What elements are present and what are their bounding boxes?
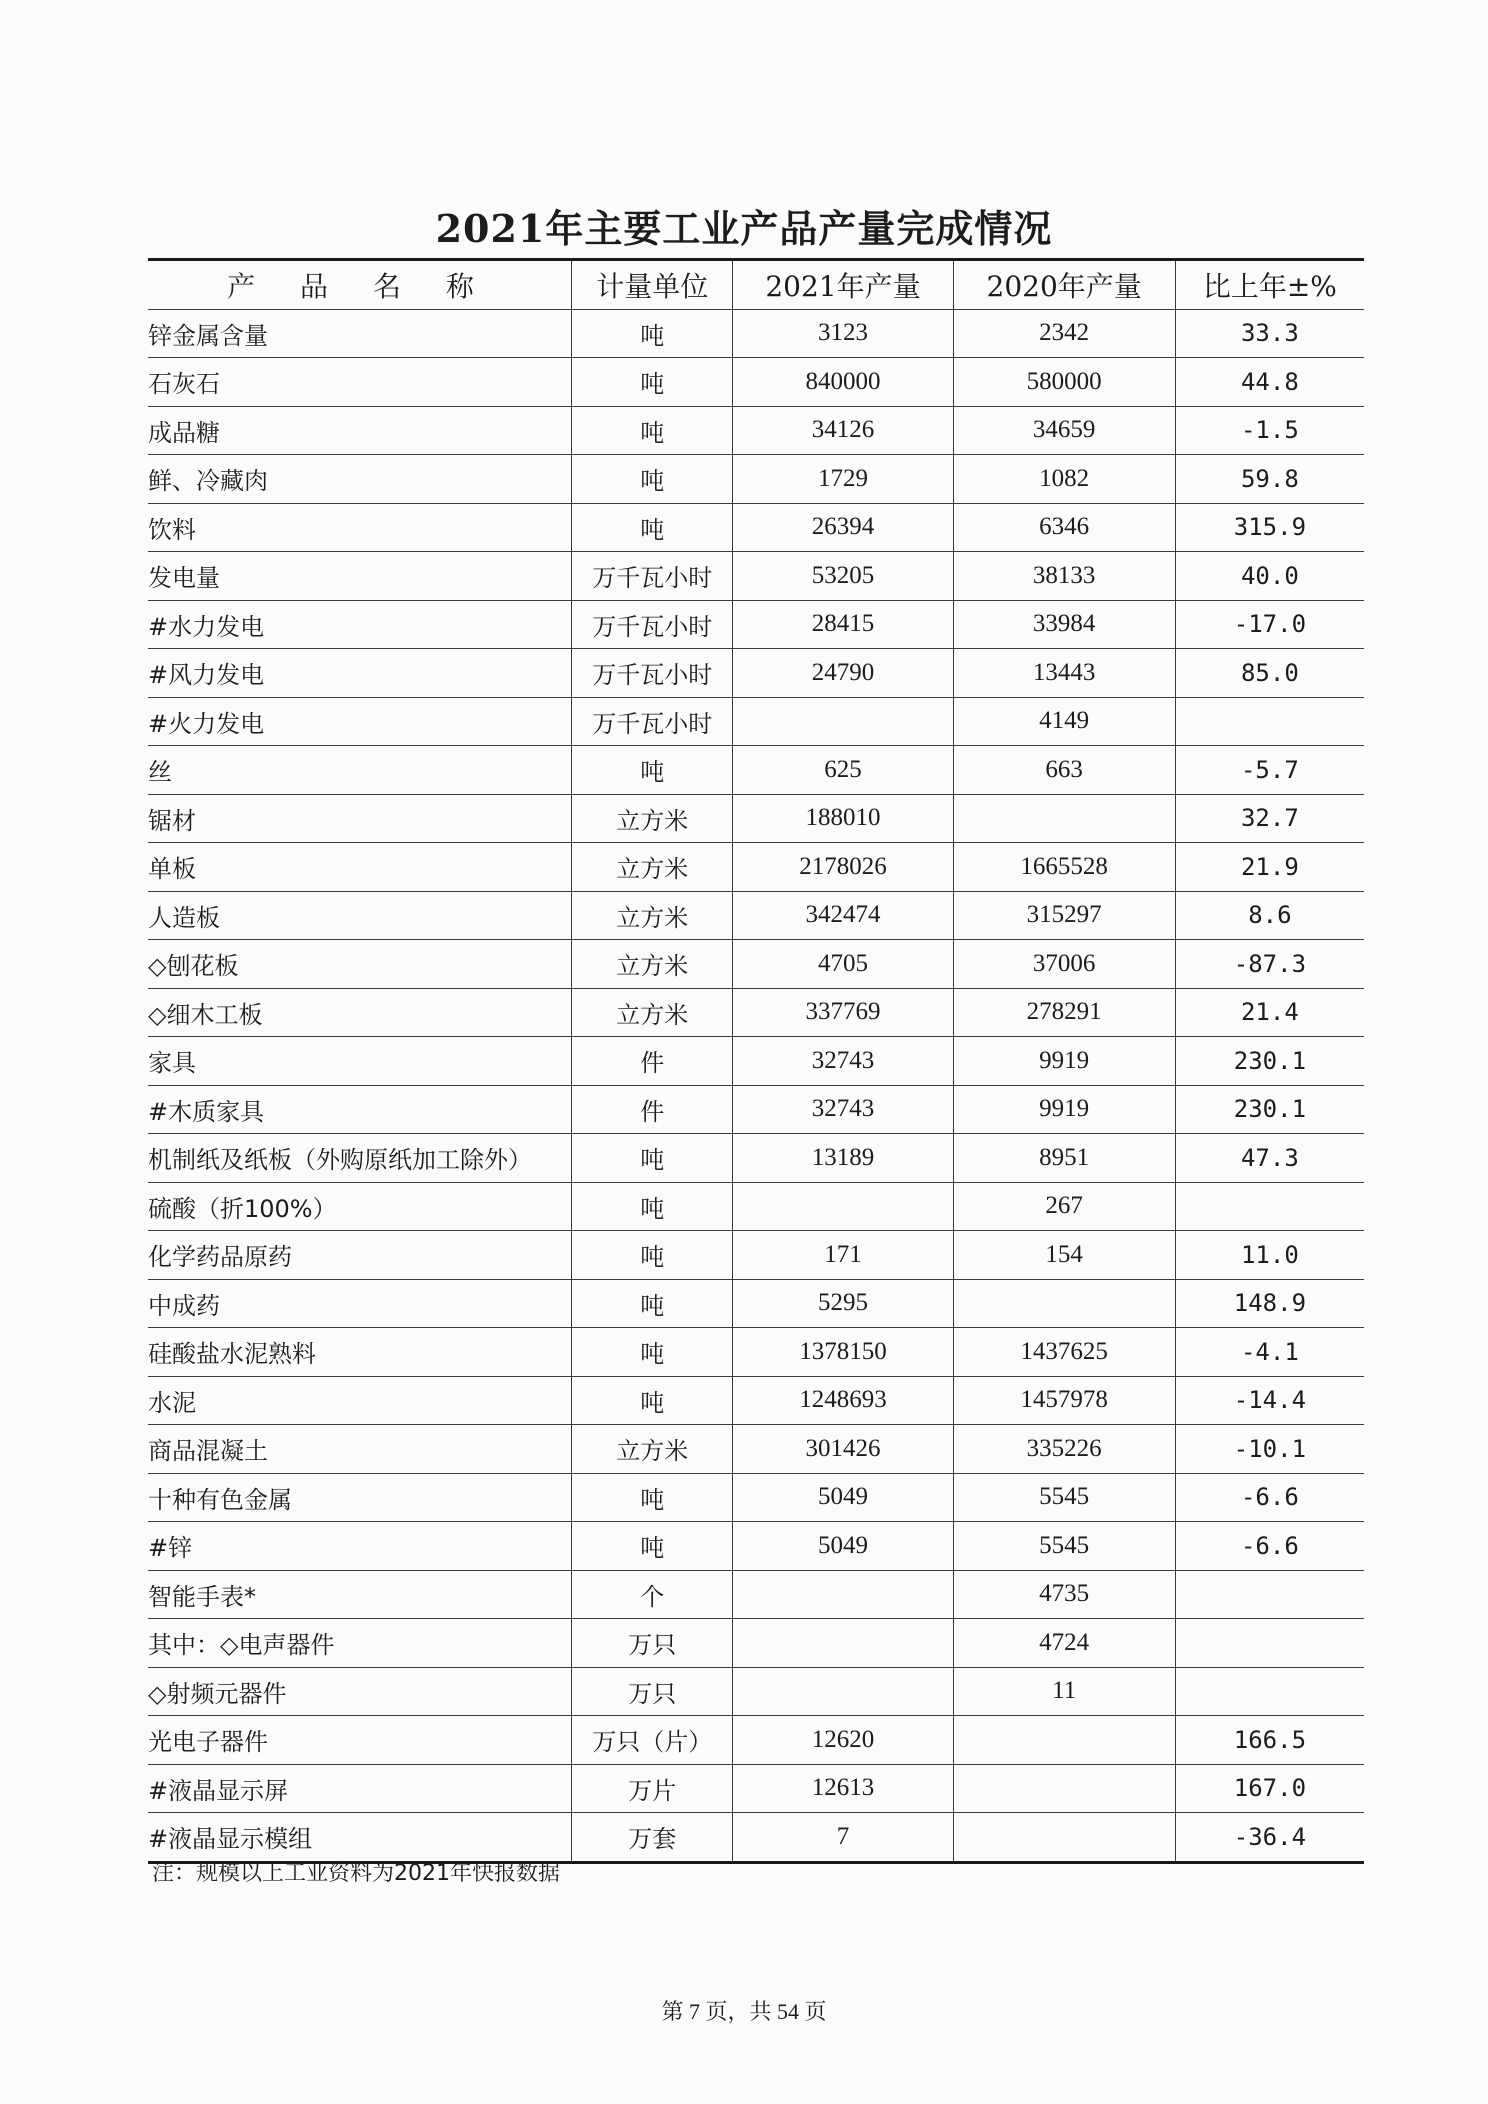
table-row	[148, 455, 1364, 504]
cell-2021-output: 7	[733, 1813, 953, 1863]
cell-unit: 立方米	[572, 843, 733, 892]
cell-2020-output: 6346	[953, 503, 1175, 552]
cell-yoy-change: -5.7	[1175, 746, 1364, 795]
cell-product-name: #液晶显示屏	[148, 1764, 572, 1813]
table-row	[148, 891, 1364, 940]
header-yoy-change: 比上年±%	[1175, 260, 1364, 310]
cell-2020-output: 335226	[953, 1425, 1175, 1474]
cell-unit: 万千瓦小时	[572, 697, 733, 746]
cell-unit: 万套	[572, 1813, 733, 1863]
cell-unit: 吨	[572, 309, 733, 358]
header-2020-output: 2020年产量	[953, 260, 1175, 310]
cell-product-name: 石灰石	[148, 358, 572, 407]
cell-unit: 吨	[572, 455, 733, 504]
cell-2020-output: 34659	[953, 406, 1175, 455]
cell-unit: 万只	[572, 1667, 733, 1716]
cell-unit: 吨	[572, 1473, 733, 1522]
page-title: 2021年主要工业产品产量完成情况	[435, 206, 1053, 251]
cell-2020-output: 4149	[953, 697, 1175, 746]
cell-2021-output: 4705	[733, 940, 953, 989]
table-row	[148, 1279, 1364, 1328]
cell-yoy-change: 11.0	[1175, 1231, 1364, 1280]
cell-2021-output: 171	[733, 1231, 953, 1280]
table-row	[148, 358, 1364, 407]
cell-2020-output: 4724	[953, 1619, 1175, 1668]
cell-2021-output: 1378150	[733, 1328, 953, 1377]
cell-product-name: 光电子器件	[148, 1716, 572, 1765]
cell-2021-output	[733, 1667, 953, 1716]
cell-yoy-change: 59.8	[1175, 455, 1364, 504]
cell-product-name: 锯材	[148, 794, 572, 843]
cell-yoy-change: 47.3	[1175, 1134, 1364, 1183]
cell-product-name: 水泥	[148, 1376, 572, 1425]
cell-yoy-change: 230.1	[1175, 1085, 1364, 1134]
cell-yoy-change: -1.5	[1175, 406, 1364, 455]
table-row	[148, 1813, 1364, 1863]
cell-2020-output: 1457978	[953, 1376, 1175, 1425]
cell-unit: 件	[572, 1037, 733, 1086]
cell-2020-output: 580000	[953, 358, 1175, 407]
cell-product-name: 鲜、冷藏肉	[148, 455, 572, 504]
header-product-name: 产 品 名 称	[148, 260, 572, 310]
cell-yoy-change: 32.7	[1175, 794, 1364, 843]
cell-2020-output: 1665528	[953, 843, 1175, 892]
cell-yoy-change	[1175, 1619, 1364, 1668]
cell-yoy-change: 148.9	[1175, 1279, 1364, 1328]
table-row	[148, 1328, 1364, 1377]
table-row	[148, 746, 1364, 795]
cell-2021-output: 625	[733, 746, 953, 795]
cell-2020-output	[953, 794, 1175, 843]
cell-yoy-change	[1175, 697, 1364, 746]
table-row	[148, 1376, 1364, 1425]
cell-yoy-change: -87.3	[1175, 940, 1364, 989]
cell-unit: 万只	[572, 1619, 733, 1668]
cell-product-name: 智能手表*	[148, 1570, 572, 1619]
cell-2021-output: 28415	[733, 600, 953, 649]
cell-2020-output: 663	[953, 746, 1175, 795]
cell-product-name: 商品混凝土	[148, 1425, 572, 1474]
table-row	[148, 1134, 1364, 1183]
cell-product-name: #火力发电	[148, 697, 572, 746]
cell-unit: 万片	[572, 1764, 733, 1813]
cell-product-name: 机制纸及纸板（外购原纸加工除外）	[148, 1134, 572, 1183]
table-row	[148, 1182, 1364, 1231]
cell-product-name: 硅酸盐水泥熟料	[148, 1328, 572, 1377]
cell-product-name: 发电量	[148, 552, 572, 601]
cell-2021-output: 5049	[733, 1522, 953, 1571]
cell-2021-output: 32743	[733, 1037, 953, 1086]
cell-2021-output: 12620	[733, 1716, 953, 1765]
cell-unit: 吨	[572, 1522, 733, 1571]
cell-unit: 吨	[572, 1328, 733, 1377]
cell-2020-output: 33984	[953, 600, 1175, 649]
cell-yoy-change: 21.9	[1175, 843, 1364, 892]
cell-2020-output: 1082	[953, 455, 1175, 504]
table-row	[148, 1425, 1364, 1474]
cell-2021-output: 301426	[733, 1425, 953, 1474]
cell-2020-output: 5545	[953, 1473, 1175, 1522]
table-row	[148, 1570, 1364, 1619]
header-unit: 计量单位	[572, 260, 733, 310]
cell-unit: 吨	[572, 1279, 733, 1328]
cell-product-name: 十种有色金属	[148, 1473, 572, 1522]
table-row	[148, 1716, 1364, 1765]
cell-product-name: #液晶显示模组	[148, 1813, 572, 1863]
table-row	[148, 794, 1364, 843]
cell-yoy-change: -6.6	[1175, 1522, 1364, 1571]
cell-2020-output: 154	[953, 1231, 1175, 1280]
cell-unit: 吨	[572, 406, 733, 455]
cell-yoy-change: -10.1	[1175, 1425, 1364, 1474]
cell-unit: 立方米	[572, 794, 733, 843]
cell-yoy-change: 166.5	[1175, 1716, 1364, 1765]
table-row	[148, 503, 1364, 552]
cell-2021-output: 342474	[733, 891, 953, 940]
cell-product-name: 中成药	[148, 1279, 572, 1328]
cell-product-name: 化学药品原药	[148, 1231, 572, 1280]
cell-2020-output: 8951	[953, 1134, 1175, 1183]
cell-2020-output: 315297	[953, 891, 1175, 940]
cell-product-name: ◇射频元器件	[148, 1667, 572, 1716]
cell-yoy-change: -4.1	[1175, 1328, 1364, 1377]
cell-2021-output: 337769	[733, 988, 953, 1037]
cell-2021-output: 13189	[733, 1134, 953, 1183]
cell-2021-output: 840000	[733, 358, 953, 407]
cell-2020-output: 1437625	[953, 1328, 1175, 1377]
cell-2021-output	[733, 1182, 953, 1231]
cell-yoy-change: 44.8	[1175, 358, 1364, 407]
table-row	[148, 1619, 1364, 1668]
table-row	[148, 1764, 1364, 1813]
table-row	[148, 1085, 1364, 1134]
cell-2020-output: 5545	[953, 1522, 1175, 1571]
cell-yoy-change: 167.0	[1175, 1764, 1364, 1813]
cell-2021-output: 53205	[733, 552, 953, 601]
cell-2021-output: 5295	[733, 1279, 953, 1328]
cell-2020-output	[953, 1279, 1175, 1328]
cell-unit: 吨	[572, 1182, 733, 1231]
cell-yoy-change: -14.4	[1175, 1376, 1364, 1425]
cell-product-name: ◇刨花板	[148, 940, 572, 989]
cell-product-name: #锌	[148, 1522, 572, 1571]
cell-product-name: #木质家具	[148, 1085, 572, 1134]
cell-unit: 立方米	[572, 891, 733, 940]
cell-unit: 吨	[572, 746, 733, 795]
cell-product-name: 饮料	[148, 503, 572, 552]
cell-2020-output: 38133	[953, 552, 1175, 601]
cell-product-name: 成品糖	[148, 406, 572, 455]
table-row	[148, 940, 1364, 989]
page-footer: 第 7 页，共 54 页	[661, 1999, 827, 2024]
cell-yoy-change: 21.4	[1175, 988, 1364, 1037]
table-row	[148, 600, 1364, 649]
cell-product-name: #风力发电	[148, 649, 572, 698]
cell-unit: 立方米	[572, 1425, 733, 1474]
cell-2021-output: 34126	[733, 406, 953, 455]
cell-yoy-change: 8.6	[1175, 891, 1364, 940]
cell-yoy-change	[1175, 1667, 1364, 1716]
cell-2021-output: 1248693	[733, 1376, 953, 1425]
table-row	[148, 649, 1364, 698]
cell-2021-output: 12613	[733, 1764, 953, 1813]
cell-2021-output: 26394	[733, 503, 953, 552]
cell-unit: 吨	[572, 503, 733, 552]
cell-product-name: 其中：◇电声器件	[148, 1619, 572, 1668]
cell-2021-output: 2178026	[733, 843, 953, 892]
cell-yoy-change: -36.4	[1175, 1813, 1364, 1863]
cell-yoy-change: 230.1	[1175, 1037, 1364, 1086]
cell-2021-output: 5049	[733, 1473, 953, 1522]
cell-2021-output	[733, 1570, 953, 1619]
cell-2020-output: 9919	[953, 1037, 1175, 1086]
cell-2020-output: 267	[953, 1182, 1175, 1231]
cell-2020-output	[953, 1764, 1175, 1813]
cell-product-name: 丝	[148, 746, 572, 795]
cell-yoy-change: -17.0	[1175, 600, 1364, 649]
header-2021-output: 2021年产量	[733, 260, 953, 310]
cell-yoy-change: 85.0	[1175, 649, 1364, 698]
table-row	[148, 1667, 1364, 1716]
cell-2021-output: 24790	[733, 649, 953, 698]
cell-yoy-change	[1175, 1182, 1364, 1231]
cell-2020-output: 2342	[953, 309, 1175, 358]
table-note: 注：规模以上工业资料为2021年快报数据	[152, 1861, 560, 1886]
cell-unit: 万千瓦小时	[572, 649, 733, 698]
table-row	[148, 1231, 1364, 1280]
cell-yoy-change: 40.0	[1175, 552, 1364, 601]
cell-unit: 万只（片）	[572, 1716, 733, 1765]
cell-2020-output: 9919	[953, 1085, 1175, 1134]
cell-product-name: 家具	[148, 1037, 572, 1086]
cell-unit: 立方米	[572, 940, 733, 989]
production-table	[148, 258, 1364, 1864]
table-row	[148, 552, 1364, 601]
cell-unit: 吨	[572, 1376, 733, 1425]
cell-yoy-change: 315.9	[1175, 503, 1364, 552]
table-row	[148, 988, 1364, 1037]
cell-unit: 吨	[572, 1134, 733, 1183]
table-row	[148, 1473, 1364, 1522]
cell-product-name: ◇细木工板	[148, 988, 572, 1037]
cell-2021-output	[733, 697, 953, 746]
table-row	[148, 309, 1364, 358]
cell-unit: 立方米	[572, 988, 733, 1037]
cell-yoy-change	[1175, 1570, 1364, 1619]
table-row	[148, 406, 1364, 455]
cell-unit: 个	[572, 1570, 733, 1619]
cell-unit: 吨	[572, 1231, 733, 1280]
cell-2021-output: 1729	[733, 455, 953, 504]
cell-unit: 吨	[572, 358, 733, 407]
table-row	[148, 1522, 1364, 1571]
cell-2020-output: 11	[953, 1667, 1175, 1716]
cell-unit: 万千瓦小时	[572, 600, 733, 649]
cell-product-name: 单板	[148, 843, 572, 892]
cell-2020-output	[953, 1813, 1175, 1863]
cell-2021-output	[733, 1619, 953, 1668]
cell-2021-output: 3123	[733, 309, 953, 358]
cell-2020-output: 4735	[953, 1570, 1175, 1619]
cell-product-name: #水力发电	[148, 600, 572, 649]
cell-product-name: 硫酸（折100%）	[148, 1182, 572, 1231]
table-row	[148, 697, 1364, 746]
table-row	[148, 843, 1364, 892]
cell-2021-output: 188010	[733, 794, 953, 843]
cell-yoy-change: -6.6	[1175, 1473, 1364, 1522]
cell-2020-output: 37006	[953, 940, 1175, 989]
cell-unit: 万千瓦小时	[572, 552, 733, 601]
cell-yoy-change: 33.3	[1175, 309, 1364, 358]
cell-2020-output	[953, 1716, 1175, 1765]
table-header-row	[148, 260, 1364, 310]
cell-product-name: 人造板	[148, 891, 572, 940]
cell-2021-output: 32743	[733, 1085, 953, 1134]
cell-unit: 件	[572, 1085, 733, 1134]
cell-2020-output: 13443	[953, 649, 1175, 698]
table-row	[148, 1037, 1364, 1086]
cell-product-name: 锌金属含量	[148, 309, 572, 358]
cell-2020-output: 278291	[953, 988, 1175, 1037]
